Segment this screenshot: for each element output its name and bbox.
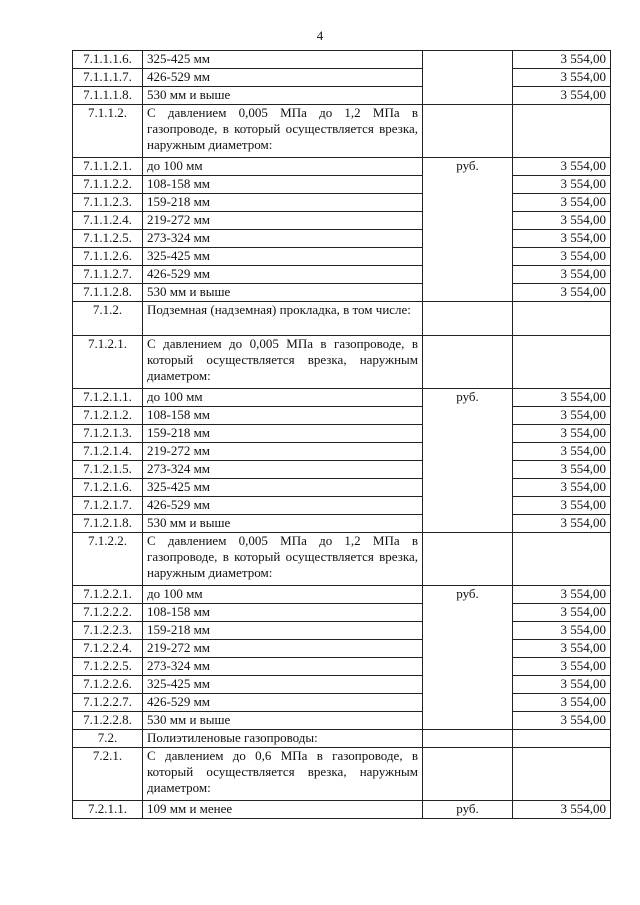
row-description: 273-324 мм [143, 230, 423, 248]
row-price: 3 554,00 [513, 389, 611, 407]
row-code: 7.1.1.2.5. [73, 230, 143, 248]
row-code: 7.1.1.1.6. [73, 51, 143, 69]
row-code: 7.1.2.2.8. [73, 712, 143, 730]
unit-cell: руб. [423, 586, 513, 730]
table-row [73, 248, 611, 266]
table-row [73, 212, 611, 230]
row-code: 7.2.1.1. [73, 801, 143, 819]
table-row [73, 640, 611, 658]
table-row [73, 712, 611, 730]
row-description: 273-324 мм [143, 461, 423, 479]
row-code: 7.1.2.1. [73, 336, 143, 389]
row-price [513, 336, 611, 389]
table-row-section [73, 748, 611, 801]
table-row-section [73, 336, 611, 389]
row-description: 325-425 мм [143, 248, 423, 266]
row-code: 7.1.1.2.1. [73, 158, 143, 176]
row-description: 325-425 мм [143, 51, 423, 69]
row-description: 108-158 мм [143, 604, 423, 622]
row-code: 7.1.2.1.1. [73, 389, 143, 407]
row-code: 7.1.2.2.2. [73, 604, 143, 622]
page-number: 4 [316, 28, 324, 43]
table-row [73, 230, 611, 248]
row-description: до 100 мм [143, 158, 423, 176]
row-description: 159-218 мм [143, 622, 423, 640]
table-row [73, 515, 611, 533]
row-code: 7.1.2.2.7. [73, 694, 143, 712]
unit-cell: руб. [423, 158, 513, 302]
row-price: 3 554,00 [513, 407, 611, 425]
unit-cell-empty [423, 748, 513, 801]
row-description: до 100 мм [143, 586, 423, 604]
row-description: 530 мм и выше [143, 515, 423, 533]
row-price: 3 554,00 [513, 87, 611, 105]
row-price: 3 554,00 [513, 69, 611, 87]
table-row [73, 497, 611, 515]
row-price [513, 302, 611, 336]
row-description: 219-272 мм [143, 640, 423, 658]
row-price: 3 554,00 [513, 658, 611, 676]
row-price: 3 554,00 [513, 284, 611, 302]
row-code: 7.1.2.1.8. [73, 515, 143, 533]
table-row [73, 51, 611, 69]
row-description: 530 мм и выше [143, 712, 423, 730]
unit-cell: руб. [423, 801, 513, 819]
table-row [73, 158, 611, 176]
row-description: 219-272 мм [143, 443, 423, 461]
row-price [513, 533, 611, 586]
row-price [513, 748, 611, 801]
table-row-section [73, 105, 611, 158]
table-row [73, 604, 611, 622]
row-price: 3 554,00 [513, 479, 611, 497]
unit-cell-empty [423, 105, 513, 158]
table-row [73, 407, 611, 425]
unit-cell-empty [423, 730, 513, 748]
row-description: Полиэтиленовые газопроводы: [143, 730, 423, 748]
row-description: 159-218 мм [143, 425, 423, 443]
table-row [73, 461, 611, 479]
row-description: 530 мм и выше [143, 284, 423, 302]
table-row-section [73, 730, 611, 748]
row-description: 426-529 мм [143, 694, 423, 712]
table-row [73, 694, 611, 712]
row-description: С давлением 0,005 МПа до 1,2 МПа в газопроводе, в который осуществляется врезка, наружным диаметром: [143, 105, 423, 158]
table-row [73, 87, 611, 105]
row-price: 3 554,00 [513, 515, 611, 533]
row-code: 7.1.2.1.7. [73, 497, 143, 515]
row-code: 7.2. [73, 730, 143, 748]
row-price: 3 554,00 [513, 461, 611, 479]
table-row [73, 479, 611, 497]
row-price: 3 554,00 [513, 212, 611, 230]
row-price: 3 554,00 [513, 676, 611, 694]
row-code: 7.1.1.2.7. [73, 266, 143, 284]
row-price: 3 554,00 [513, 266, 611, 284]
row-description: 426-529 мм [143, 266, 423, 284]
row-code: 7.1.2.1.6. [73, 479, 143, 497]
row-description: 325-425 мм [143, 676, 423, 694]
table-row [73, 69, 611, 87]
row-code: 7.1.1.2.6. [73, 248, 143, 266]
row-code: 7.1.1.2.8. [73, 284, 143, 302]
row-code: 7.1.1.1.8. [73, 87, 143, 105]
row-price: 3 554,00 [513, 801, 611, 819]
row-code: 7.1.2.1.4. [73, 443, 143, 461]
table-row-section [73, 533, 611, 586]
row-code: 7.1.2.2. [73, 533, 143, 586]
row-code: 7.1.1.2.2. [73, 176, 143, 194]
table-row [73, 194, 611, 212]
row-code: 7.1.2.2.4. [73, 640, 143, 658]
row-price: 3 554,00 [513, 586, 611, 604]
row-price: 3 554,00 [513, 712, 611, 730]
table-row [73, 676, 611, 694]
unit-cell-empty [423, 302, 513, 336]
row-price: 3 554,00 [513, 176, 611, 194]
table-row [73, 622, 611, 640]
row-price: 3 554,00 [513, 51, 611, 69]
row-price: 3 554,00 [513, 194, 611, 212]
table-row-section [73, 302, 611, 336]
row-code: 7.1.1.2.4. [73, 212, 143, 230]
table-row [73, 443, 611, 461]
table-row [73, 658, 611, 676]
row-description: 426-529 мм [143, 497, 423, 515]
unit-cell-empty [423, 51, 513, 105]
row-price: 3 554,00 [513, 425, 611, 443]
row-code: 7.1.2.2.3. [73, 622, 143, 640]
row-price: 3 554,00 [513, 158, 611, 176]
row-description: 109 мм и менее [143, 801, 423, 819]
row-description: 530 мм и выше [143, 87, 423, 105]
row-code: 7.1.2.2.1. [73, 586, 143, 604]
row-price: 3 554,00 [513, 694, 611, 712]
row-price: 3 554,00 [513, 248, 611, 266]
row-price: 3 554,00 [513, 230, 611, 248]
row-code: 7.1.2.1.5. [73, 461, 143, 479]
row-code: 7.1.2.1.2. [73, 407, 143, 425]
row-description: 108-158 мм [143, 176, 423, 194]
table-row [73, 389, 611, 407]
row-code: 7.1.2.2.6. [73, 676, 143, 694]
row-price: 3 554,00 [513, 622, 611, 640]
row-description: 219-272 мм [143, 212, 423, 230]
row-price: 3 554,00 [513, 497, 611, 515]
row-description: С давлением 0,005 МПа до 1,2 МПа в газопроводе, в который осуществляется врезка, наружным диаметром: [143, 533, 423, 586]
row-code: 7.1.1.2. [73, 105, 143, 158]
unit-cell-empty [423, 533, 513, 586]
row-code: 7.1.2.1.3. [73, 425, 143, 443]
row-description: 325-425 мм [143, 479, 423, 497]
tariff-table [72, 50, 611, 819]
table-row [73, 284, 611, 302]
row-price: 3 554,00 [513, 443, 611, 461]
row-code: 7.1.1.1.7. [73, 69, 143, 87]
table-row [73, 586, 611, 604]
row-description: 426-529 мм [143, 69, 423, 87]
row-code: 7.1.1.2.3. [73, 194, 143, 212]
table-row [73, 425, 611, 443]
row-code: 7.1.2. [73, 302, 143, 336]
table-row [73, 176, 611, 194]
row-description: 159-218 мм [143, 194, 423, 212]
row-description: 108-158 мм [143, 407, 423, 425]
row-code: 7.1.2.2.5. [73, 658, 143, 676]
row-description: С давлением до 0,005 МПа в газопроводе, в который осуществляется врезка, наружным диаметром: [143, 336, 423, 389]
row-description: до 100 мм [143, 389, 423, 407]
row-price: 3 554,00 [513, 640, 611, 658]
table-row [73, 801, 611, 819]
table-row [73, 266, 611, 284]
unit-cell: руб. [423, 389, 513, 533]
row-price [513, 105, 611, 158]
unit-cell-empty [423, 336, 513, 389]
row-price [513, 730, 611, 748]
row-code: 7.2.1. [73, 748, 143, 801]
row-description: С давлением до 0,6 МПа в газопроводе, в который осуществляется врезка, наружным диаметром: [143, 748, 423, 801]
row-description: Подземная (надземная) прокладка, в том числе: [143, 302, 423, 336]
row-price: 3 554,00 [513, 604, 611, 622]
row-description: 273-324 мм [143, 658, 423, 676]
